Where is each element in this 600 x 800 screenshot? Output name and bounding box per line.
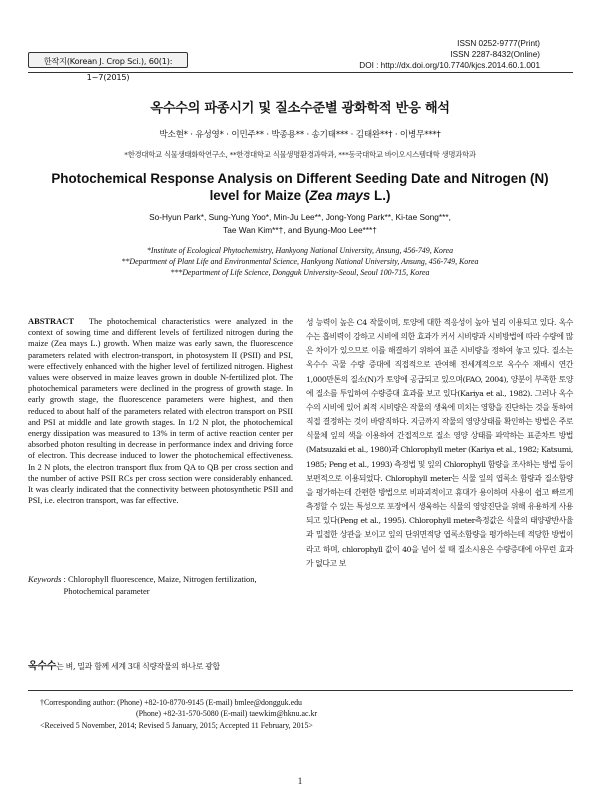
- journal-citation-tab: 한작지(Korean J. Crop Sci.), 60(1): 1~7(2015): [28, 52, 188, 68]
- keywords: [28, 574, 293, 597]
- species-name: Zea mays: [309, 188, 371, 203]
- keywords-label: Keywords: [28, 574, 62, 584]
- issn-online: ISSN 2287-8432(Online): [450, 50, 540, 59]
- body-intro-left: 옥수수는 벼, 밀과 함께 세계 3대 식량작물의 하나로 광합: [28, 661, 220, 672]
- english-authors: So-Hyun Park*, Sung-Yung Yoo*, Min-Ju Lee**, Jong-Yong Park**, Ki-tae Song***, Tae Wan Kim**†, and Byung-Moo Lee***†: [149, 212, 451, 235]
- english-affiliations: *Institute of Ecological Phytochemistry, Hankyong National University, Ansung, 456-749, Korea **Department of Plant Life and Environmental Science, Hankyong National University, Ansung, 456-749, Korea ***Department of Life Science, Dongguk University-Seoul, Seoul 100-715, Korea: [121, 246, 479, 277]
- footnote: [40, 697, 573, 731]
- corresponding-author-1: †Corresponding author: (Phone) +82-10-8770-9145 (E-mail) bmlee@dongguk.edu: [40, 698, 302, 707]
- abstract: [28, 316, 293, 506]
- page-number: 1: [297, 776, 303, 786]
- doi-link[interactable]: DOI : http://dx.doi.org/10.7740/kjcs.2014.60.1.001: [359, 61, 540, 70]
- keywords-text: : Chlorophyll fluorescence, Maize, Nitrogen fertilization, Photochemical parameter: [63, 574, 257, 596]
- english-title-line1: Photochemical Response Analysis on Different Seeding Date and Nitrogen (N): [51, 171, 549, 186]
- header-rule: [28, 72, 573, 73]
- korean-affiliations: *한경대학교 식물생태화학연구소, **한경대학교 식물생명환경과학과, ***동국대학교 바이오시스템대학 생명과학과: [124, 150, 476, 159]
- abstract-text: The photochemical characteristics were analyzed in the context of sowing time and different levels of fertilized nitrogen during the maize (Zea mays L.) growth. When maize was early sawn, the fluorescence parameters related with electron-transport, in photosystem II (PSII) and PSI, were effectively enhanced with the higher level of fertilized nitrogen. Highest values were observed in maize leaves grown in double N-fertilized plot. The photochemical parameters were declined in the progress of growth stage. In early growth stage, the fluorescence parameters were highest, and then reduced to about half of the parameters related with electron transport on PSII and PSI at middle and late growth stages. In 1/2 N plot, the photochemical energy dissipation was measured to 13% in term of active reaction center per absorbed photon resulting in decrease in performance index and driving force of electron. This decrease induced to lower the photochemical effectiveness. In 2 N plots, the electron transport flux from QA to QB per cross section and the number of active PSII RCs per cross section were considerably enhanced. It was clearly indicated that the connectivity between photosynthetic PSII and PSI, i.e. electron transport, was far effective.: [28, 316, 293, 506]
- received-dates: <Received 5 November, 2014; Revised 5 January, 2015; Accepted 11 February, 2015>: [40, 720, 313, 730]
- english-title: [40, 170, 560, 204]
- korean-authors: 박소현* · 유성영* · 이민주** · 박종용** · 송기태*** · 김태완**† · 이병무***†: [159, 130, 441, 140]
- corresponding-author-2: (Phone) +82-31-570-5080 (E-mail) taewkim@hknu.ac.kr: [136, 709, 318, 719]
- abstract-label: ABSTRACT: [28, 316, 74, 326]
- english-title-line2: level for Maize (Zea mays L.): [209, 188, 391, 203]
- issn-print: ISSN 0252-9777(Print): [457, 39, 540, 48]
- footnote-rule: [28, 690, 573, 691]
- body-lead-word: 옥수수: [28, 661, 57, 672]
- body-intro-right: 성 능력이 높은 C4 작물이며, 토양에 대한 적응성이 높아 널리 이용되고 있다. 옥수수는 흡비력이 강하고 시비에 의한 효과가 커서 시비량과 시비방법에 따라 수량에 많은 차이가 있으므로 이를 해결하기 위하여 표준 시비량을 정하여 놓고 있다. 질소는 옥수수 곡물 수량 증대에 직접적으로 관여해 전세계적으로 옥수수 재배시 연간 1,000만톤의 질소(N)가 토양에 공급되고 있으며(FAO, 2004), 양분이 부족한 토양에 질소를 투입하여 수량증대 효과를 보고 있다(Kariya et al., 1982). 그러나 옥수수의 시비에 있어 최적 시비량은 작물의 생육에 미치는 영향을 진단하는 것을 통하여 직접 결정하는 것이 바람직하다. 지금까지 작물의 영양상태를 확인하는 방법은 주로 식물체 잎의 색을 이용하여 간접적으로 질소 영양 상태를 파악하는 표준차트 방법(Matsuzaki et al., 1980)과 Chlorophyll meter (Kariya et al., 1982; Katsumi, 1985; Peng et al., 1993) 측정법 및 잎의 Chlorophyll 함량을 조사하는 방법 등이 보편적으로 이용되었다. Chlorophyll meter는 식물 잎의 엽록소 함량과 질소함량을 평가하는데 간편한 방법으로 비파괴적이고 휴대가 용이하며 사용이 쉽고 빠르게 측정할 수 있는 특성으로 포장에서 생육하는 식물의 영양진단을 위해 유용하게 사용되고 있다(Peng et al., 1995). Chlorophyll meter측정값은 식물의 태양광반사율과 밀접한 상관을 보이고 잎의 단위면적당 엽록소함량을 평가하는데 적당한 방법이라고 하며, chlorophyll 값이 40을 넘어 설 때 질소시용은 수량증대에 아무런 효과가 없다고 보: [306, 318, 573, 568]
- korean-title: 옥수수의 파종시기 및 질소수준별 광화학적 반응 해석: [150, 101, 450, 116]
